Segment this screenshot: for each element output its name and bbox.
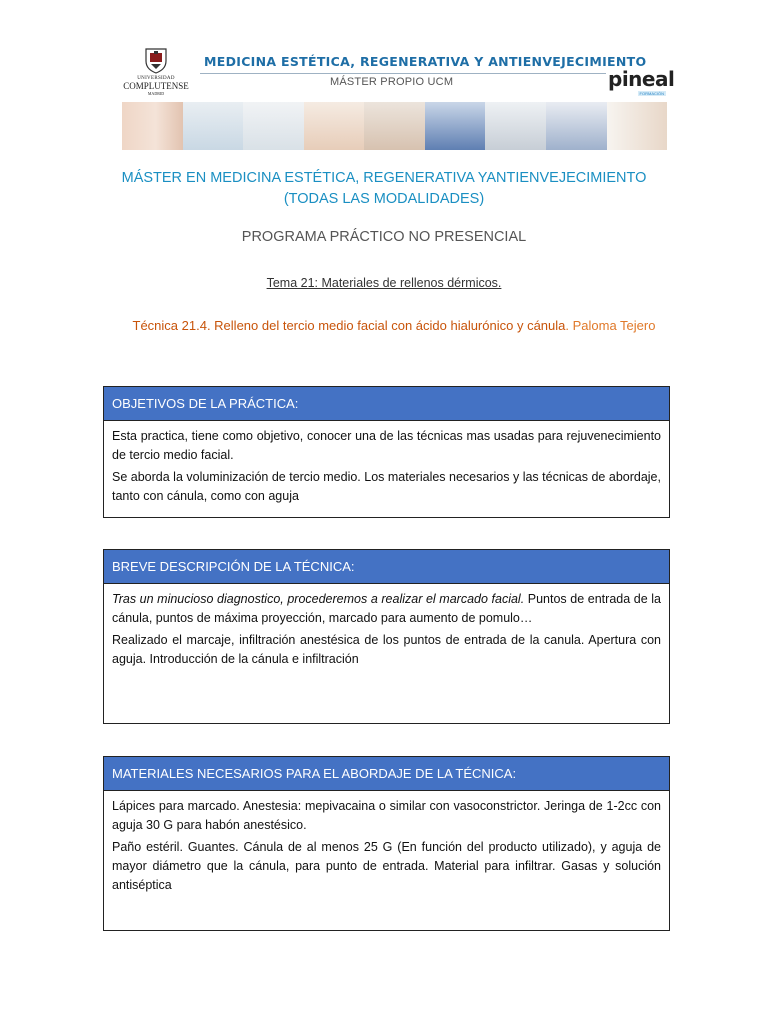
tecnica-author: . Paloma Tejero — [565, 318, 656, 333]
description-paragraph: Realizado el marcaje, infiltración anestésica de los puntos de entrada de la canula. Apertura con aguja. Introducción de la cánula e infiltración — [112, 633, 661, 666]
photo-face — [304, 102, 365, 150]
objectives-paragraph: Se aborda la voluminización de tercio medio. Los materiales necesarios y las técnicas de abordaje, tanto con cánula, como con aguja — [112, 470, 661, 503]
description-heading: BREVE DESCRIPCIÓN DE LA TÉCNICA: — [104, 550, 669, 584]
materials-heading: MATERIALES NECESARIOS PARA EL ABORDAJE DE LA TÉCNICA: — [104, 757, 669, 791]
photo-strip — [122, 102, 667, 150]
tecnica-title — [124, 316, 664, 335]
objectives-section — [103, 386, 670, 518]
description-rest: Puntos de entrada de la cánula, puntos de máxima proyección, marcado para aumento de pomulo… — [112, 592, 661, 625]
tecnica-name: Técnica 21.4. Relleno del tercio medio facial con ácido hialurónico y cánula — [132, 318, 566, 333]
banner-subtitle: MÁSTER PROPIO UCM — [330, 76, 454, 88]
photo-doctor — [243, 102, 304, 150]
pineal-tagline: FORMACIÓN — [639, 91, 664, 96]
objectives-body — [104, 421, 669, 506]
banner-title: MEDICINA ESTÉTICA, REGENERATIVA Y ANTIENVEJECIMIENTO — [204, 54, 647, 69]
materials-paragraph: Lápices para marcado. Anestesia: mepivacaina o similar con vasoconstrictor. Jeringa de 1-2cc con aguja 30 G para habón anestésico. — [112, 799, 661, 832]
description-section — [103, 549, 670, 724]
materials-paragraph: Paño estéril. Guantes. Cánula de al menos 25 G (En función del producto utilizado), y aguja de mayor diámetro que la cánula, para punto de entrada. Material para infiltrar. Gasas y solución antiséptica — [112, 840, 661, 892]
materials-body — [104, 791, 669, 895]
university-name: COMPLUTENSE — [123, 81, 189, 91]
banner-divider — [200, 73, 606, 74]
objectives-heading: OBJETIVOS DE LA PRÁCTICA: — [104, 387, 669, 421]
photo-legs — [607, 102, 668, 150]
main-title — [0, 168, 768, 210]
main-title-line2: (TODAS LAS MODALIDADES) — [283, 191, 485, 207]
photo-injection — [425, 102, 486, 150]
university-crest-icon — [143, 46, 169, 74]
photo-consultation — [183, 102, 244, 150]
description-body — [104, 584, 669, 669]
pineal-wordmark: pineal — [608, 67, 675, 91]
description-lead: Tras un minucioso diagnostico, procederemos a realizar el marcado facial. — [112, 592, 525, 606]
description-paragraph — [112, 590, 661, 628]
photo-equipment — [546, 102, 607, 150]
photo-body — [364, 102, 425, 150]
photo-procedure — [485, 102, 546, 150]
tema-title: Tema 21: Materiales de rellenos dérmicos. — [266, 276, 502, 290]
program-title: PROGRAMA PRÁCTICO NO PRESENCIAL — [241, 229, 527, 245]
objectives-paragraph: Esta practica, tiene como objetivo, conocer una de las técnicas mas usadas para rejuvenecimiento de tercio medio facial. — [112, 429, 661, 462]
pineal-logo — [608, 67, 675, 98]
university-city: MADRID — [147, 91, 165, 96]
materials-section — [103, 756, 670, 931]
photo-skin — [122, 102, 183, 150]
ucm-logo — [122, 46, 190, 102]
main-title-line1: MÁSTER EN MEDICINA ESTÉTICA, REGENERATIVA YANTIENVEJECIMIENTO — [121, 170, 647, 186]
header-banner — [122, 46, 675, 150]
university-line1: UNIVERSIDAD — [137, 76, 175, 81]
